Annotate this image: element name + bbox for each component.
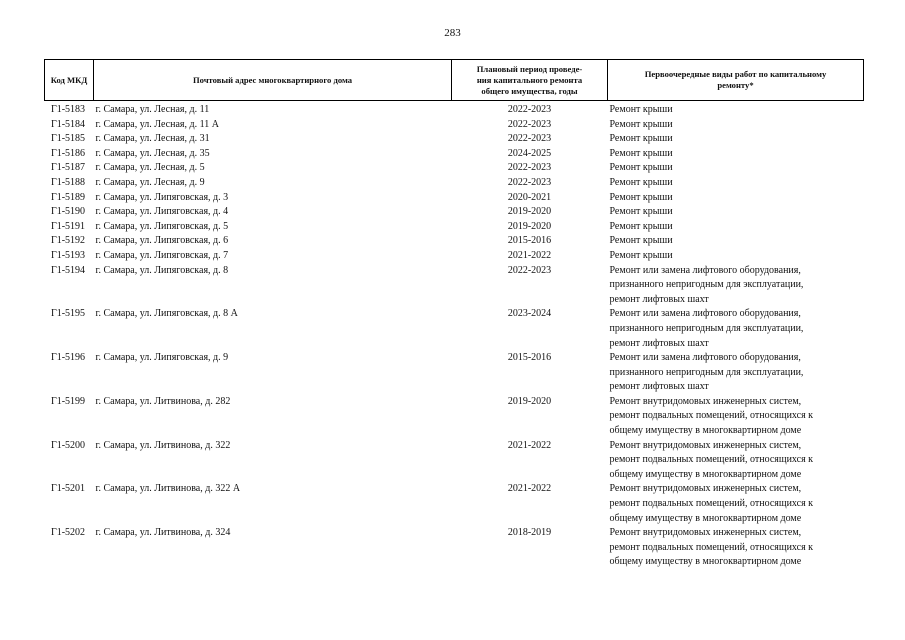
cell-code: Г1-5192	[50, 235, 86, 247]
header-period-line: ния капитального ремонта	[476, 74, 583, 85]
cell-work	[608, 395, 864, 439]
cell-address: г. Самара, ул. Липяговская, д. 5	[95, 220, 229, 232]
cell-code: Г1-5196	[50, 352, 86, 364]
header-period-line: общего имущества, годы	[481, 85, 578, 96]
header-address: Почтовый адрес многоквартирного дома	[94, 60, 452, 101]
cell-code: Г1-5183	[50, 104, 86, 115]
table-row	[45, 147, 864, 162]
cell-period: 2018-2019	[507, 527, 552, 539]
table-row	[45, 132, 864, 147]
cell-work	[608, 176, 864, 191]
table-row	[45, 482, 864, 526]
cell-code: Г1-5184	[50, 118, 86, 130]
cell-address: г. Самара, ул. Лесная, д. 35	[95, 147, 210, 159]
cell-address: г. Самара, ул. Липяговская, д. 7	[95, 249, 229, 261]
work-line: Ремонт крыши	[609, 118, 673, 130]
header-works-line: Первоочередные виды работ по капитальному	[644, 69, 827, 79]
work-line: Ремонт внутридомовых инженерных систем,	[609, 483, 802, 495]
cell-work	[608, 307, 864, 351]
header-period-line: Плановый период проведе-	[476, 63, 583, 74]
cell-code: Г1-5202	[50, 527, 86, 539]
cell-code: Г1-5189	[50, 191, 86, 203]
work-line: ремонт лифтовых шахт	[609, 337, 709, 349]
table-row	[45, 307, 864, 351]
table-row	[45, 439, 864, 483]
table-row	[45, 264, 864, 308]
cell-period: 2019-2020	[507, 206, 552, 218]
cell-work	[608, 147, 864, 162]
cell-period: 2021-2022	[507, 483, 552, 495]
work-line: Ремонт крыши	[609, 191, 673, 203]
cell-period: 2022-2023	[507, 176, 552, 188]
cell-period: 2021-2022	[507, 249, 552, 261]
cell-code: Г1-5199	[50, 395, 86, 407]
cell-work	[608, 439, 864, 483]
header-period	[452, 60, 608, 101]
cell-work	[608, 220, 864, 235]
cell-work	[608, 234, 864, 249]
cell-address: г. Самара, ул. Лесная, д. 9	[95, 176, 205, 188]
work-line: Ремонт внутридомовых инженерных систем,	[609, 439, 802, 451]
cell-period: 2021-2022	[507, 439, 552, 451]
table-row	[45, 526, 864, 570]
cell-address: г. Самара, ул. Лесная, д. 31	[95, 133, 210, 145]
cell-address: г. Самара, ул. Липяговская, д. 4	[95, 206, 229, 218]
work-line: ремонт лифтовых шахт	[609, 381, 709, 393]
cell-work	[608, 205, 864, 220]
work-line: Ремонт крыши	[609, 133, 673, 145]
cell-period: 2022-2023	[507, 133, 552, 145]
cell-work	[608, 526, 864, 570]
table-row	[45, 395, 864, 439]
cell-code: Г1-5193	[50, 249, 86, 261]
cell-code: Г1-5185	[50, 133, 86, 145]
table-row	[45, 101, 864, 118]
cell-address: г. Самара, ул. Литвинова, д. 282	[95, 395, 231, 407]
work-line: ремонт подвальных помещений, относящихся к	[609, 454, 814, 466]
cell-period: 2019-2020	[507, 220, 552, 232]
work-line: Ремонт крыши	[609, 147, 673, 159]
work-line: общему имуществу в многоквартирном доме	[609, 512, 802, 524]
table-header	[45, 60, 864, 101]
cell-work	[608, 132, 864, 147]
cell-period: 2022-2023	[507, 264, 552, 276]
table-body	[45, 101, 864, 571]
cell-address: г. Самара, ул. Лесная, д. 11	[95, 104, 210, 115]
cell-work	[608, 191, 864, 206]
table-row	[45, 161, 864, 176]
cell-address: г. Самара, ул. Липяговская, д. 6	[95, 235, 229, 247]
work-line: признанного непригодным для эксплуатации,	[609, 279, 804, 291]
page-number: 283	[444, 27, 461, 39]
cell-code: Г1-5191	[50, 220, 86, 232]
work-line: Ремонт крыши	[609, 104, 673, 115]
cell-address: г. Самара, ул. Лесная, д. 11 А	[95, 118, 219, 130]
cell-code: Г1-5200	[50, 439, 86, 451]
table-row	[45, 351, 864, 395]
cell-code: Г1-5186	[50, 147, 86, 159]
cell-period: 2022-2023	[507, 162, 552, 174]
cell-period: 2015-2016	[507, 352, 552, 364]
work-line: Ремонт крыши	[609, 235, 673, 247]
work-line: Ремонт крыши	[609, 162, 673, 174]
cell-address: г. Самара, ул. Лесная, д. 5	[95, 162, 205, 174]
header-code: Код МКД	[45, 60, 94, 101]
cell-period: 2024-2025	[507, 147, 552, 159]
work-line: Ремонт внутридомовых инженерных систем,	[609, 395, 802, 407]
cell-code: Г1-5188	[50, 176, 86, 188]
cell-code: Г1-5190	[50, 206, 86, 218]
work-line: Ремонт внутридомовых инженерных систем,	[609, 527, 802, 539]
cell-work	[608, 161, 864, 176]
work-line: Ремонт крыши	[609, 220, 673, 232]
cell-code: Г1-5201	[50, 483, 86, 495]
table-row	[45, 205, 864, 220]
work-line: общему имуществу в многоквартирном доме	[609, 468, 802, 480]
cell-address: г. Самара, ул. Липяговская, д. 3	[95, 191, 229, 203]
cell-period: 2019-2020	[507, 395, 552, 407]
table-row	[45, 249, 864, 264]
table-row	[45, 220, 864, 235]
work-line: Ремонт крыши	[609, 206, 673, 218]
cell-period: 2015-2016	[507, 235, 552, 247]
work-line: Ремонт или замена лифтового оборудования,	[609, 264, 801, 276]
work-line: признанного непригодным для эксплуатации,	[609, 322, 804, 334]
cell-address: г. Самара, ул. Литвинова, д. 324	[95, 527, 231, 539]
table-row	[45, 191, 864, 206]
cell-work	[608, 351, 864, 395]
work-line: общему имуществу в многоквартирном доме	[609, 556, 802, 568]
work-line: ремонт подвальных помещений, относящихся к	[609, 498, 814, 510]
cell-address: г. Самара, ул. Липяговская, д. 8 А	[95, 308, 238, 320]
cell-code: Г1-5195	[50, 308, 86, 320]
cell-address: г. Самара, ул. Липяговская, д. 8	[95, 264, 229, 276]
cell-code: Г1-5194	[50, 264, 86, 276]
work-line: ремонт лифтовых шахт	[609, 293, 709, 305]
cell-address: г. Самара, ул. Литвинова, д. 322	[95, 439, 231, 451]
cell-work	[608, 118, 864, 133]
cell-work	[608, 482, 864, 526]
cell-address: г. Самара, ул. Липяговская, д. 9	[95, 352, 229, 364]
cell-period: 2022-2023	[507, 118, 552, 130]
cell-code: Г1-5187	[50, 162, 86, 174]
header-works	[608, 60, 864, 101]
table-row	[45, 234, 864, 249]
cell-period: 2023-2024	[507, 308, 552, 320]
cell-work	[608, 101, 864, 118]
cell-address: г. Самара, ул. Литвинова, д. 322 А	[95, 483, 241, 495]
cell-period: 2020-2021	[507, 191, 552, 203]
work-line: Ремонт крыши	[609, 249, 673, 261]
work-line: общему имуществу в многоквартирном доме	[609, 425, 802, 437]
header-works-line: ремонту*	[717, 80, 754, 90]
capital-repair-table	[44, 59, 864, 570]
table-row	[45, 118, 864, 133]
work-line: Ремонт или замена лифтового оборудования,	[609, 352, 801, 364]
table-row	[45, 176, 864, 191]
cell-period: 2022-2023	[507, 104, 552, 115]
cell-work	[608, 264, 864, 308]
work-line: признанного непригодным для эксплуатации,	[609, 366, 804, 378]
work-line: Ремонт крыши	[609, 176, 673, 188]
work-line: ремонт подвальных помещений, относящихся к	[609, 541, 814, 553]
cell-work	[608, 249, 864, 264]
work-line: ремонт подвальных помещений, относящихся к	[609, 410, 814, 422]
work-line: Ремонт или замена лифтового оборудования,	[609, 308, 801, 320]
